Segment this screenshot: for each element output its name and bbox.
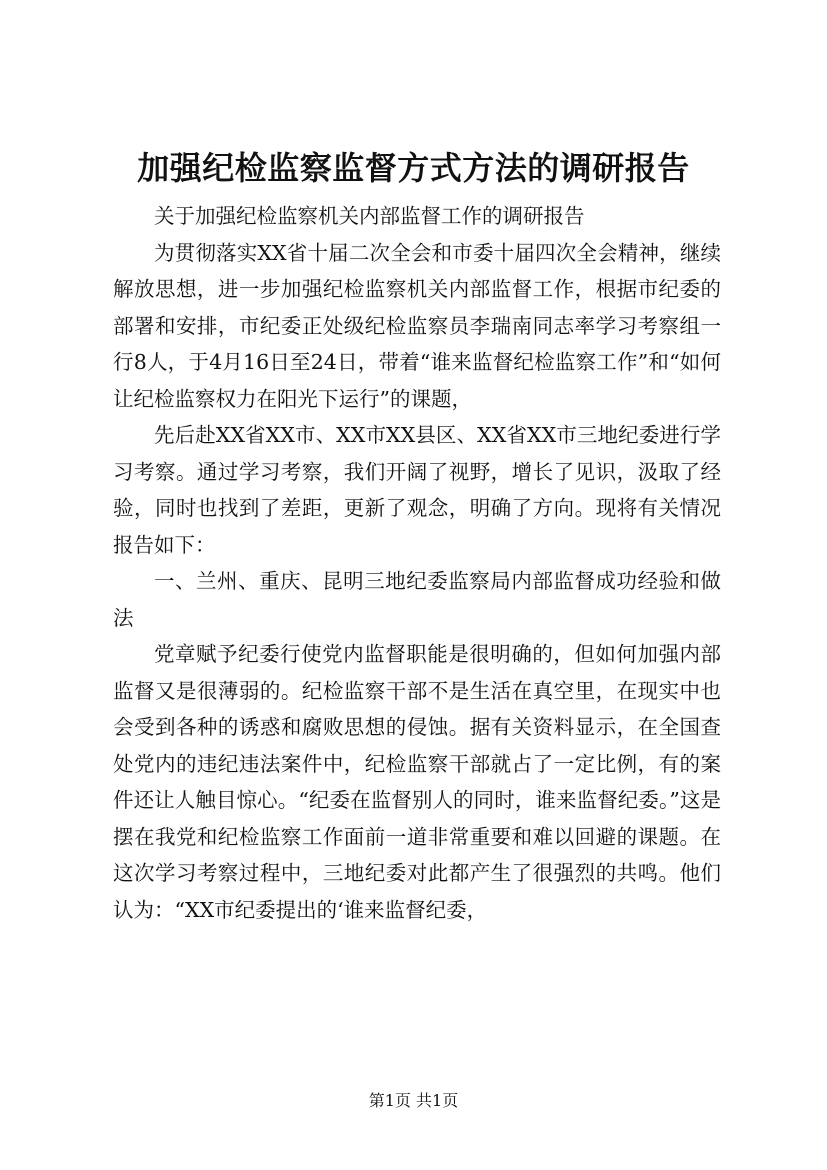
- document-body: [113, 198, 721, 928]
- document-subtitle: 关于加强纪检监察机关内部监督工作的调研报告: [154, 204, 585, 228]
- document-title: 加强纪检监察监督方式方法的调研报告: [137, 149, 690, 187]
- paragraph: 先后赴XX省XX市、XX市XX县区、XX省XX市三地纪委进行学习考察。通过学习考察，我们开阔了视野，增长了见识，汲取了经验，同时也找到了差距，更新了观念，明确了方向。现将有关情况报告如下：: [113, 423, 721, 557]
- paragraph: 党章赋予纪委行使党内监督职能是很明确的，但如何加强内部监督又是很薄弱的。纪检监察干部不是生活在真空里，在现实中也会受到各种的诱惑和腐败思想的侵蚀。据有关资料显示，在全国查处党内的违纪违法案件中，纪检监察干部就占了一定比例，有的案件还让人触目惊心。“纪委在监督别人的同时，谁来监督纪委。”这是摆在我党和纪检监察工作面前一道非常重要和难以回避的课题。在这次学习考察过程中，三地纪委对此都产生了很强烈的共鸣。他们认为：“XX市纪委提出的‘谁来监督纪委，: [113, 642, 721, 922]
- section-heading: 一、兰州、重庆、昆明三地纪委监察局内部监督成功经验和做法: [113, 569, 721, 630]
- page-number: 第1页 共1页: [368, 1091, 459, 1110]
- paragraph: 为贯彻落实XX省十届二次全会和市委十届四次全会精神，继续解放思想，进一步加强纪检监察机关内部监督工作，根据市纪委的部署和安排，市纪委正处级纪检监察员李瑞南同志率学习考察组一行8人，于4月16日至24日，带着“谁来监督纪检监察工作”和“如何让纪检监察权力在阳光下运行”的课题，: [113, 240, 721, 411]
